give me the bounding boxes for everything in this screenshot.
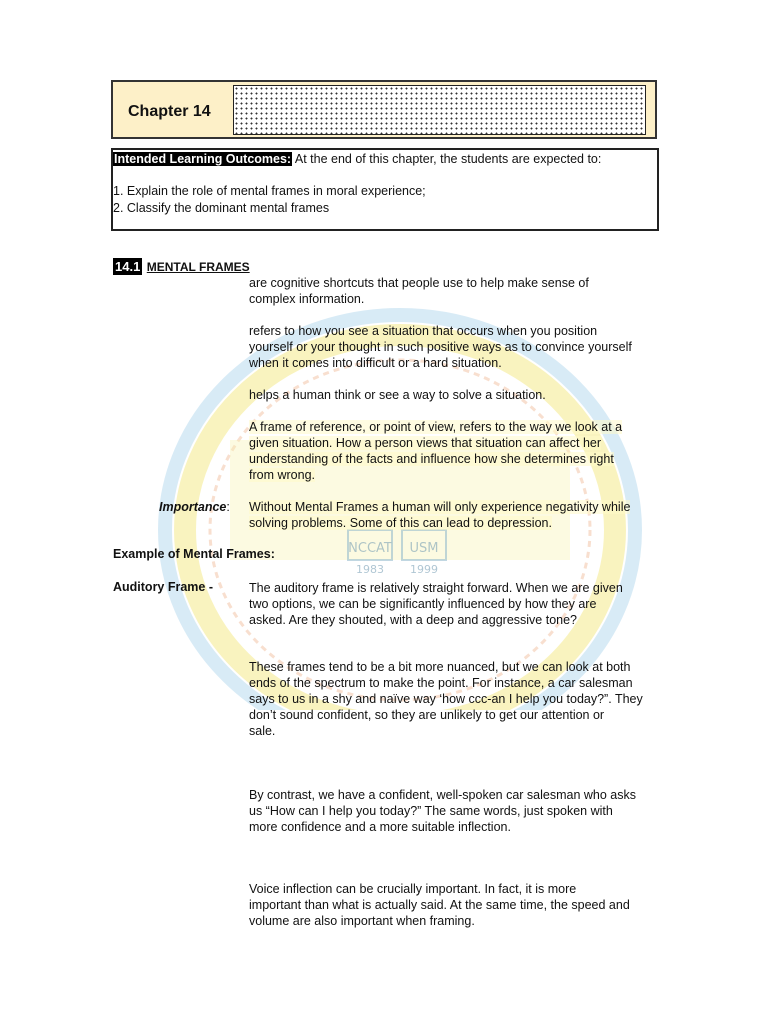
learning-outcomes-intro: At the end of this chapter, the students are expected to:: [292, 152, 602, 166]
examples-heading: Example of Mental Frames:: [113, 547, 275, 561]
outcome-item: 1. Explain the role of mental frames in moral experience;: [113, 184, 426, 198]
definition-paragraph: A frame of reference, or point of view, refers to the way we look at a given situation. How a person views that situation can affect her understanding of the facts and influence how she determines right from wrong.: [249, 420, 623, 482]
auditory-paragraph: The auditory frame is relatively straight forward. When we are given two options, we can be significantly influenced by how they are asked. Are they shouted, with a deep and aggressive tone?: [249, 581, 623, 627]
watermark-logo: [348, 530, 446, 576]
section-title: MENTAL FRAMES: [146, 260, 250, 274]
importance-label: Importance:: [159, 500, 230, 514]
section-number: 14.1: [115, 259, 141, 274]
svg-text:1983: 1983: [356, 563, 384, 576]
auditory-frame-label: Auditory Frame -: [113, 580, 214, 594]
svg-text:NCCAT: NCCAT: [348, 541, 392, 556]
definition-paragraph: helps a human think or see a way to solve a situation.: [249, 388, 546, 402]
importance-text: Without Mental Frames a human will only experience negativity while solving problems. Some of this can lead to depression.: [249, 500, 631, 530]
auditory-paragraph: By contrast, we have a confident, well-spoken car salesman who asks us “How can I help you today?” The same words, just spoken with more confidence and a more suitable inflection.: [249, 788, 636, 834]
auditory-paragraph: These frames tend to be a bit more nuanced, but we can look at both ends of the spectrum to make the point. For instance, a car salesman says to us in a shy and naïve way ‘how ccc-an I help you today?”. They don’t sound confident, so they are unlikely to get our attention or sale.: [249, 660, 643, 738]
learning-outcomes-label: Intended Learning Outcomes:: [114, 152, 292, 166]
auditory-paragraph: Voice inflection can be crucially important. In fact, it is more important than what is actually said. At the same time, the speed and volume are also important when framing.: [249, 882, 630, 928]
section-heading: [113, 258, 250, 276]
chapter-title: Chapter 14: [128, 103, 211, 120]
svg-text:USM: USM: [409, 541, 439, 556]
learning-outcomes-heading: [113, 152, 601, 166]
definition-paragraph: are cognitive shortcuts that people use to help make sense of complex information.: [249, 276, 589, 306]
svg-text:1999: 1999: [410, 563, 438, 576]
outcome-item: 2. Classify the dominant mental frames: [113, 201, 330, 215]
dotted-title-panel: [233, 85, 646, 135]
definition-paragraph: refers to how you see a situation that occurs when you position yourself or your thought in such positive ways as to convince yourself when it comes into difficult or a hard situation.: [249, 324, 632, 370]
